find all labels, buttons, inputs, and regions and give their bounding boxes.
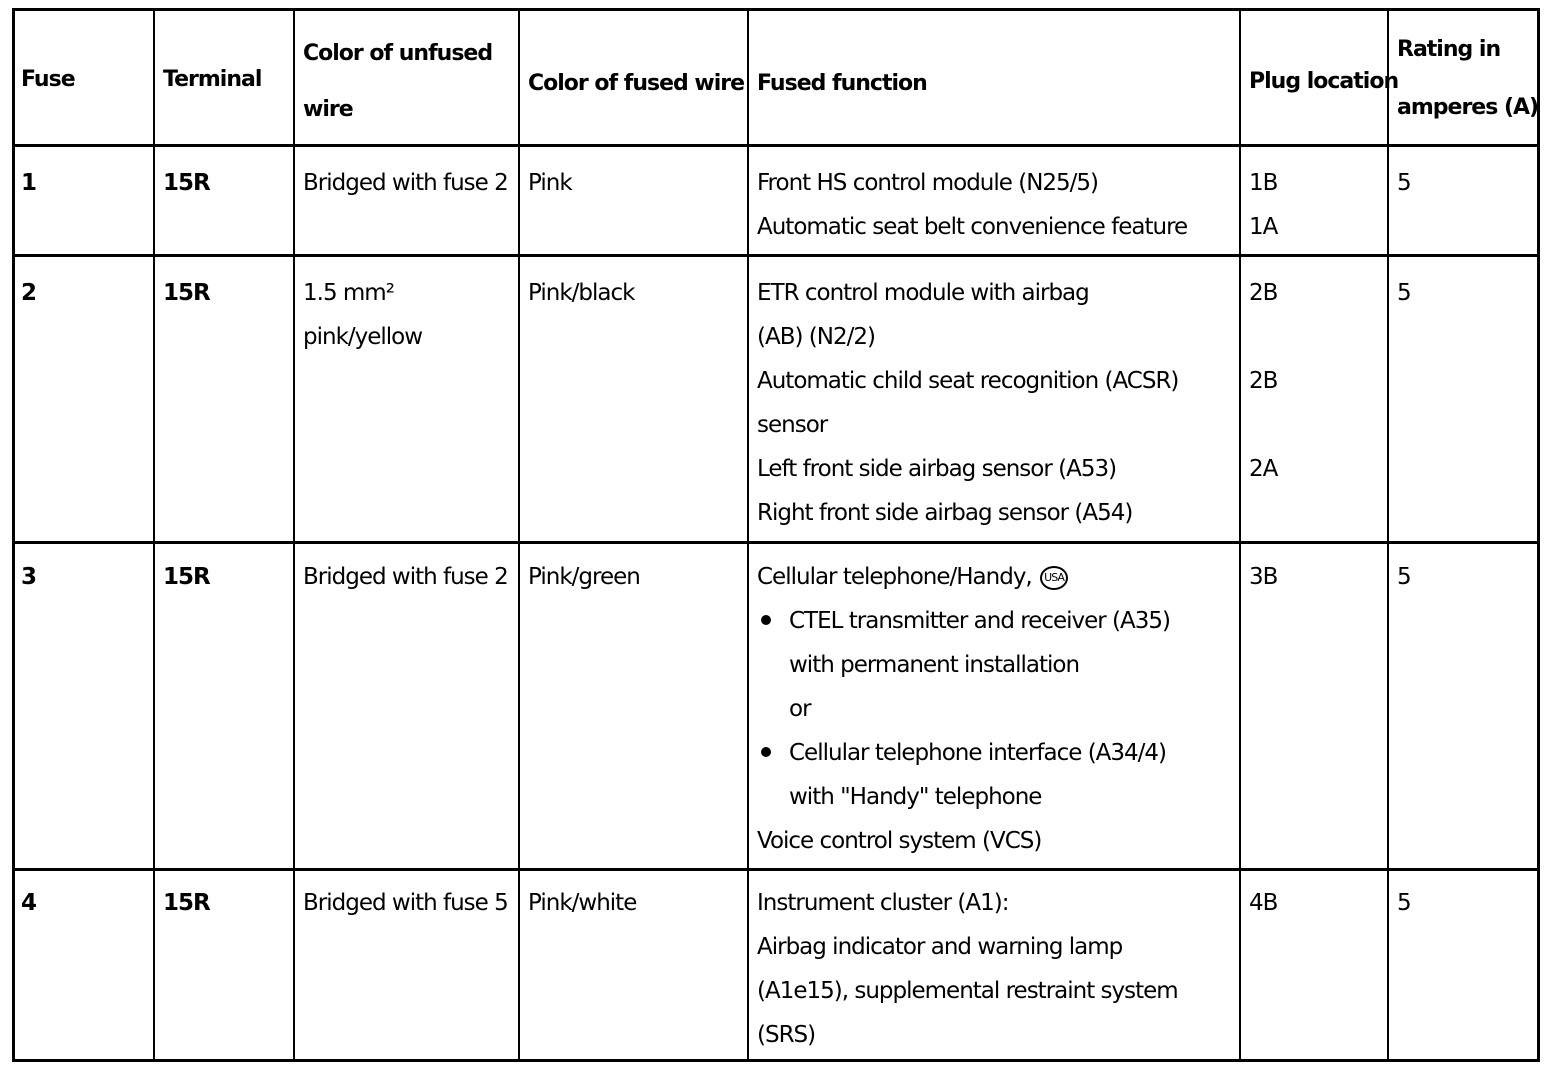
function-line: Voice control system (VCS) xyxy=(757,828,1042,854)
terminal: 15R xyxy=(163,564,210,590)
terminal: 15R xyxy=(163,890,210,916)
fused-wire-color: Pink/white xyxy=(528,890,637,916)
function-text: CTEL transmitter and receiver (A35) xyxy=(789,608,1170,634)
function-line: (A1e15), supplemental restraint system xyxy=(757,978,1178,1004)
header-rating-line2: amperes (A) xyxy=(1397,95,1539,120)
header-fused-function: Fused function xyxy=(757,71,927,96)
unfused-wire-color xyxy=(297,555,517,599)
row-divider xyxy=(15,144,1537,147)
header-unfused-line2: wire xyxy=(303,97,353,122)
function-line: Right front side airbag sensor (A54) xyxy=(757,500,1133,526)
row-divider xyxy=(15,868,1537,871)
rating: 5 xyxy=(1397,564,1411,590)
header-rating-line1: Rating in xyxy=(1397,37,1501,62)
fused-function xyxy=(751,881,1239,1057)
usa-mark-icon: USA xyxy=(1040,566,1068,590)
plug-line: 3B xyxy=(1249,564,1278,590)
plug-location xyxy=(1243,881,1387,925)
function-line: Airbag indicator and warning lamp xyxy=(757,934,1123,960)
unfused-wire-color xyxy=(297,881,517,925)
rating: 5 xyxy=(1397,280,1411,306)
function-line: (AB) (N2/2) xyxy=(757,324,875,350)
table-row xyxy=(15,555,1537,868)
bullet-icon xyxy=(761,615,771,625)
function-line: Instrument cluster (A1): xyxy=(757,890,1009,916)
header-row xyxy=(15,11,1537,144)
unfused-wire-color xyxy=(297,271,517,359)
header-unfused-line1: Color of unfused xyxy=(303,41,493,66)
plug-line: 1B xyxy=(1249,170,1278,196)
table-row xyxy=(15,271,1537,541)
fused-function xyxy=(751,161,1239,249)
row-divider xyxy=(15,541,1537,544)
rating: 5 xyxy=(1397,890,1411,916)
function-text: Cellular telephone/Handy, xyxy=(757,564,1032,590)
fused-wire-color: Pink/black xyxy=(528,280,635,306)
plug-location xyxy=(1243,271,1387,491)
function-line: or xyxy=(789,696,811,722)
header-plug-location: Plug location xyxy=(1249,69,1399,94)
header-fuse: Fuse xyxy=(21,67,75,92)
function-line: Left front side airbag sensor (A53) xyxy=(757,456,1117,482)
fuse-number: 4 xyxy=(21,890,37,916)
plug-line: 1A xyxy=(1249,214,1278,240)
unfused-line: pink/yellow xyxy=(303,324,423,350)
plug-line: 2B xyxy=(1249,368,1278,394)
header-terminal: Terminal xyxy=(163,67,262,92)
unfused-line: Bridged with fuse 2 xyxy=(303,170,508,196)
plug-location xyxy=(1243,555,1387,599)
function-line: ETR control module with airbag xyxy=(757,280,1089,306)
function-line: (SRS) xyxy=(757,1022,816,1048)
rating: 5 xyxy=(1397,170,1411,196)
fuse-number: 2 xyxy=(21,280,37,306)
fuse-number: 3 xyxy=(21,564,37,590)
function-bullet-line xyxy=(757,731,1239,775)
function-line: with permanent installation xyxy=(789,652,1080,678)
unfused-wire-color xyxy=(297,161,517,205)
header-rating xyxy=(1391,33,1541,125)
function-bullet-line xyxy=(757,599,1239,643)
function-line: Automatic seat belt convenience feature xyxy=(757,214,1188,240)
fuse-table xyxy=(12,8,1540,1062)
function-line: with "Handy" telephone xyxy=(789,784,1042,810)
function-line xyxy=(757,555,1239,599)
plug-line: 2A xyxy=(1249,456,1278,482)
header-fused-wire: Color of fused wire xyxy=(528,71,745,96)
bullet-icon xyxy=(761,747,771,757)
terminal: 15R xyxy=(163,170,210,196)
function-line: Front HS control module (N25/5) xyxy=(757,170,1099,196)
fuse-number: 1 xyxy=(21,170,37,196)
table-row xyxy=(15,881,1537,1061)
header-unfused-wire xyxy=(297,37,517,127)
fused-wire-color: Pink xyxy=(528,170,572,196)
plug-line: 4B xyxy=(1249,890,1278,916)
table-row xyxy=(15,161,1537,254)
unfused-line: 1.5 mm² xyxy=(303,280,394,306)
plug-location xyxy=(1243,161,1387,249)
row-divider xyxy=(15,254,1537,257)
function-text: Cellular telephone interface (A34/4) xyxy=(789,740,1167,766)
fused-function xyxy=(751,555,1239,863)
terminal: 15R xyxy=(163,280,210,306)
function-line: Automatic child seat recognition (ACSR) xyxy=(757,368,1179,394)
function-line: sensor xyxy=(757,412,828,438)
unfused-line: Bridged with fuse 2 xyxy=(303,564,508,590)
fused-wire-color: Pink/green xyxy=(528,564,640,590)
fused-function xyxy=(751,271,1239,535)
plug-line: 2B xyxy=(1249,280,1278,306)
unfused-line: Bridged with fuse 5 xyxy=(303,890,508,916)
